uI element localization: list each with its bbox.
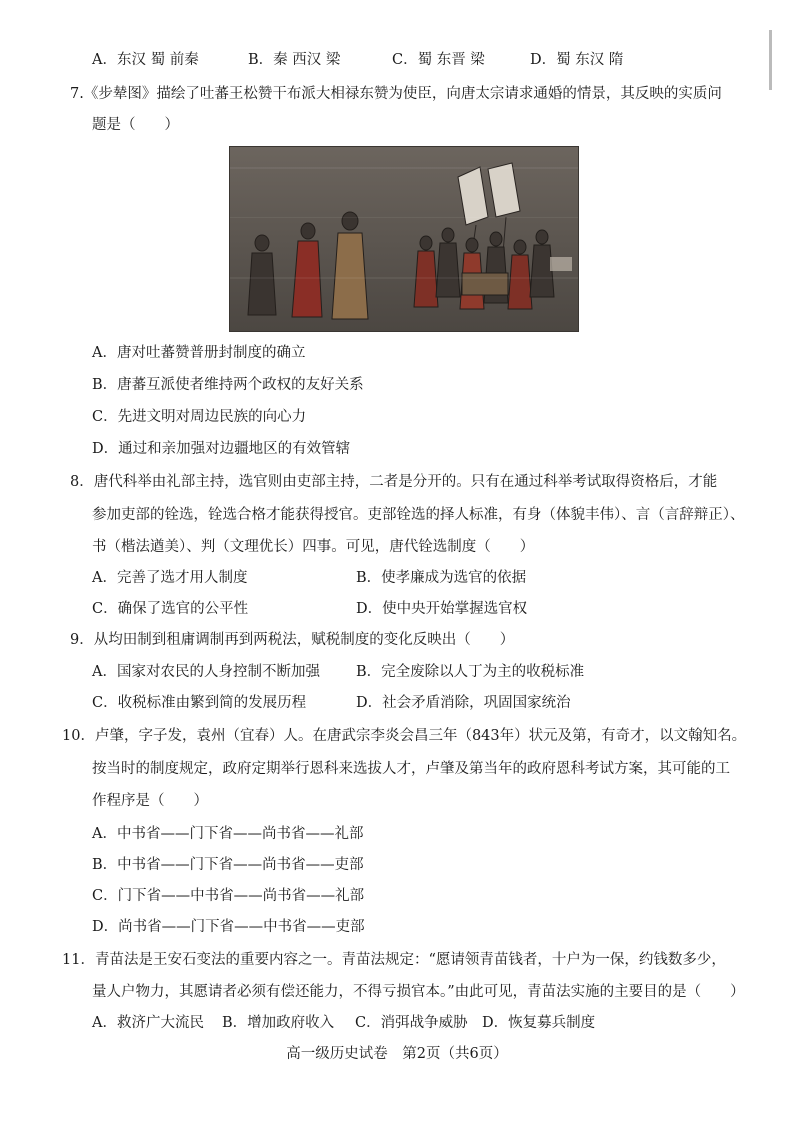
q7-option-a: A．唐对吐蕃赞普册封制度的确立 xyxy=(92,345,306,361)
q7-stem-line1: 7.《步辇图》描绘了吐蕃王松赞干布派大相禄东赞为使臣，向唐太宗请求通婚的情景，其反映的实质问 xyxy=(70,86,722,102)
q8-option-c: C．确保了选官的公平性 xyxy=(92,601,249,617)
q10-option-a: A．中书省——门下省——尚书省——礼部 xyxy=(92,826,364,842)
q6-option-c: C．蜀 东晋 梁 xyxy=(392,52,485,68)
q8-option-a: A．完善了选才用人制度 xyxy=(92,570,248,586)
q7-option-b: B．唐蕃互派使者维持两个政权的友好关系 xyxy=(92,377,364,393)
q7-option-d: D．通过和亲加强对边疆地区的有效管辖 xyxy=(92,441,351,457)
q11-option-d: D．恢复募兵制度 xyxy=(482,1015,596,1031)
buniantu-painting-image xyxy=(229,146,579,332)
q11-stem-line1: 11．青苗法是王安石变法的重要内容之一。青苗法规定：“愿请领青苗钱者，十户为一保，约钱数多少， xyxy=(62,952,726,968)
q11-option-c: C．消弭战争威胁 xyxy=(355,1015,468,1031)
q10-option-d: D．尚书省——门下省——中书省——吏部 xyxy=(92,919,365,935)
q10-stem-line1: 10．卢肇，字子发，袁州（宜春）人。在唐武宗李炎会昌三年（843年）状元及第，有奇才，以文翰知名。 xyxy=(62,728,747,744)
q9-option-d: D．社会矛盾消除，巩固国家统治 xyxy=(356,695,571,711)
q11-stem-line2: 量人户物力，其愿请者必须有偿还能力，不得亏损官本。”由此可见，青苗法实施的主要目的是（ ） xyxy=(92,984,745,1000)
q8-stem-line2: 参加吏部的铨选，铨选合格才能获得授官。吏部铨选的择人标准，有身（体貌丰伟）、言（言辞辩正）、 xyxy=(92,507,745,523)
page-footer: 高一级历史试卷 第2页（共6页） xyxy=(286,1046,508,1062)
q10-stem-line2: 按当时的制度规定，政府定期举行恩科来选拔人才，卢肇及第当年的政府恩科考试方案，其可能的工 xyxy=(92,761,730,777)
q8-stem-line1: 8．唐代科举由礼部主持，选官则由吏部主持，二者是分开的。只有在通过科举考试取得资格后，才能 xyxy=(70,474,718,490)
q10-option-b: B．中书省——门下省——尚书省——吏部 xyxy=(92,857,364,873)
q6-option-a: A．东汉 蜀 前秦 xyxy=(92,52,199,68)
painting-illustration xyxy=(230,147,578,331)
q8-option-b: B．使孝廉成为选官的依据 xyxy=(356,570,527,586)
q11-option-b: B．增加政府收入 xyxy=(222,1015,335,1031)
q9-option-a: A．国家对农民的人身控制不断加强 xyxy=(92,664,320,680)
q9-option-c: C．收税标准由繁到简的发展历程 xyxy=(92,695,307,711)
scan-edge-mark xyxy=(769,30,772,90)
q6-option-b: B．秦 西汉 梁 xyxy=(248,52,341,68)
q8-stem-line3: 书（楷法遒美）、判（文理优长）四事。可见，唐代铨选制度（ ） xyxy=(92,539,535,555)
q7-stem-line2: 题是（ ） xyxy=(92,117,179,133)
q11-option-a: A．救济广大流民 xyxy=(92,1015,204,1031)
q9-stem-line1: 9．从均田制到租庸调制再到两税法，赋税制度的变化反映出（ ） xyxy=(70,632,515,648)
q9-option-b: B．完全废除以人丁为主的收税标准 xyxy=(356,664,585,680)
q10-option-c: C．门下省——中书省——尚书省——礼部 xyxy=(92,888,365,904)
q7-option-c: C．先进文明对周边民族的向心力 xyxy=(92,409,307,425)
q6-option-d: D．蜀 东汉 隋 xyxy=(530,52,624,68)
q10-stem-line3: 作程序是（ ） xyxy=(92,793,208,809)
q8-option-d: D．使中央开始掌握选官权 xyxy=(356,601,528,617)
